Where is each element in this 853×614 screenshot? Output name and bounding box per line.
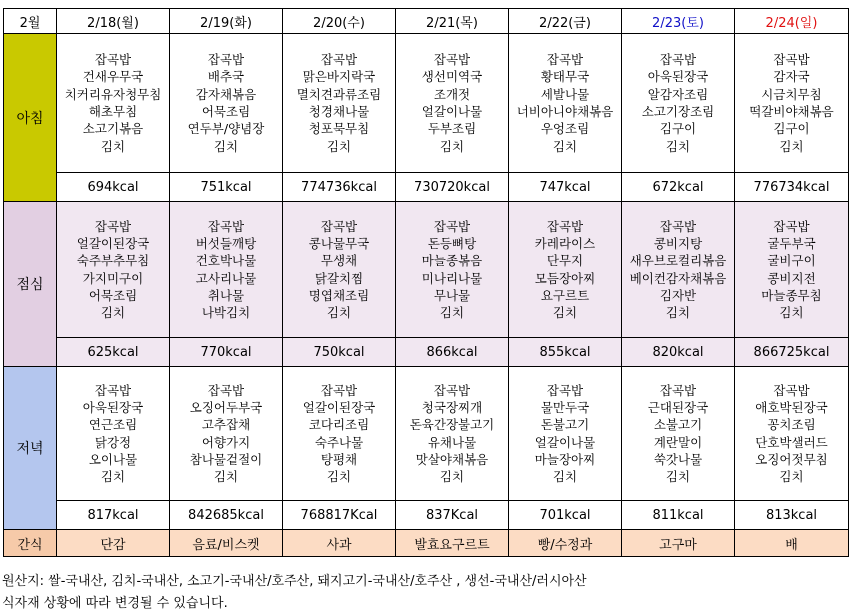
dish-item: 오징어두부국 (189, 399, 263, 415)
change-notice: 식자재 상황에 따라 변경될 수 있습니다. (2, 596, 228, 611)
kcal-cell: 730720kcal (396, 173, 509, 202)
dish-item: 잡곡밥 (94, 382, 132, 398)
dish-item: 잡곡밥 (433, 382, 471, 398)
dish-item: 잡곡밥 (659, 52, 697, 68)
dish-item: 김치 (100, 469, 126, 485)
dish-item: 쑥갓나물 (653, 451, 703, 467)
dish-item: 취나물 (207, 287, 245, 303)
dish-item: 무생채 (320, 253, 358, 269)
dish-item: 잡곡밥 (659, 382, 697, 398)
dish-cell (396, 202, 509, 338)
breakfast-kcal-row (4, 173, 849, 202)
dish-item: 굴비구이 (767, 253, 816, 269)
kcal-cell: 701kcal (509, 501, 622, 530)
dish-item: 가지미구이 (82, 270, 144, 286)
kcal-cell: 751kcal (170, 173, 283, 202)
dish-item: 고사리나물 (195, 270, 257, 286)
dish-item: 소불고기 (653, 417, 703, 433)
kcal-cell: 776734kcal (735, 173, 849, 202)
dish-item: 감자국 (773, 69, 810, 85)
dish-item: 김치 (779, 305, 804, 321)
dish-item: 청경채나물 (308, 104, 370, 119)
dish-item: 카레라이스 (534, 235, 596, 251)
dish-item: 얼갈이나물 (534, 434, 596, 450)
lunch-kcal-row (4, 338, 849, 367)
snack-cell: 배 (735, 530, 849, 557)
dish-item: 잡곡밥 (659, 218, 697, 234)
dish-cell (170, 367, 283, 501)
kcal-cell: 672kcal (622, 173, 735, 202)
dish-cell (509, 202, 622, 338)
dish-item: 잡곡밥 (94, 52, 132, 68)
dish-cell (57, 34, 170, 173)
dish-item: 김치 (213, 138, 239, 154)
dish-item: 떡갈비야채볶음 (749, 104, 834, 119)
dish-item: 맑은바지락국 (302, 69, 376, 85)
dish-item: 건호박나물 (195, 253, 257, 269)
dish-item: 마늘장아찌 (534, 451, 596, 467)
dish-item: 단호박샐러드 (755, 434, 828, 450)
snack-row (4, 530, 849, 557)
dish-item: 청포묵무침 (308, 121, 370, 137)
dish-item: 어묵조림 (88, 287, 138, 303)
kcal-cell: 866kcal (396, 338, 509, 367)
dish-item: 김치 (213, 469, 239, 485)
dish-item: 잡곡밥 (207, 218, 245, 234)
dish-item: 오징어젓무침 (755, 451, 828, 467)
dish-item: 생선미역국 (421, 69, 483, 85)
dish-item: 김치 (326, 305, 352, 321)
dish-item: 김치 (439, 138, 465, 154)
dish-item: 닭강정 (94, 434, 132, 450)
weekly-meal-table (3, 8, 849, 557)
dish-item: 김치 (552, 138, 578, 154)
dish-item: 김치 (552, 469, 578, 485)
dish-cell (396, 34, 509, 173)
dish-item: 해초무침 (88, 104, 138, 119)
dish-item: 굴두부국 (767, 235, 816, 251)
day-header: 2/22(금) (509, 9, 622, 34)
dish-item: 김치 (100, 138, 126, 154)
breakfast-dishes-row (4, 34, 849, 173)
dish-item: 김치 (779, 138, 804, 154)
dish-item: 김치 (665, 469, 691, 485)
dish-item: 잡곡밥 (773, 52, 810, 68)
dish-item: 잡곡밥 (320, 382, 358, 398)
snack-cell: 발효요구르트 (396, 530, 509, 557)
dish-item: 고추잡채 (201, 417, 251, 433)
dish-item: 유채나물 (427, 434, 477, 450)
dish-item: 두부조림 (427, 121, 477, 137)
dish-cell (509, 367, 622, 501)
dish-item: 콩비지탕 (653, 235, 703, 251)
dish-item: 잡곡밥 (546, 218, 584, 234)
dish-item: 잡곡밥 (773, 382, 810, 398)
dish-item: 어향가지 (201, 434, 251, 450)
dish-cell (509, 34, 622, 173)
dish-item: 김치 (439, 305, 465, 321)
kcal-cell: 813kcal (735, 501, 849, 530)
dish-item: 얼갈이나물 (421, 104, 483, 119)
snack-cell: 사과 (283, 530, 396, 557)
dish-item: 잡곡밥 (546, 52, 584, 68)
kcal-cell: 625kcal (57, 338, 170, 367)
dish-item: 새우브로컬리볶음 (629, 253, 727, 269)
dish-item: 너비아니야채볶음 (516, 104, 614, 119)
dish-item: 연두부/양념장 (187, 121, 265, 137)
dish-item: 잡곡밥 (773, 218, 810, 234)
dish-item: 김구이 (773, 121, 810, 137)
dish-item: 단무지 (546, 253, 584, 269)
snack-cell: 빵/수정과 (509, 530, 622, 557)
dish-item: 김치 (100, 305, 126, 321)
origin-note: 원산지: 쌀-국내산, 김치-국내산, 소고기-국내산/호주산, 돼지고기-국내산/호주산 , 생선-국내산/러시아산 (2, 574, 587, 589)
meal-label-dinner: 저녁 (4, 367, 57, 530)
kcal-cell: 750kcal (283, 338, 396, 367)
dish-item: 김치 (326, 138, 352, 154)
dish-item: 김치 (665, 138, 691, 154)
snack-cell: 고구마 (622, 530, 735, 557)
dish-item: 버섯들깨탕 (195, 235, 257, 251)
dish-item: 나박김치 (201, 305, 251, 321)
day-header-saturday: 2/23(토) (622, 9, 735, 34)
dish-item: 소고기장조림 (641, 104, 715, 119)
day-header: 2/19(화) (170, 9, 283, 34)
dish-item: 탕평채 (320, 451, 358, 467)
dish-item: 애호박된장국 (755, 399, 828, 415)
dish-cell (622, 34, 735, 173)
footer-notes (2, 570, 587, 614)
dish-item: 조개젓 (433, 86, 471, 102)
dish-item: 미나리나물 (421, 270, 483, 286)
dish-item: 잡곡밥 (320, 218, 358, 234)
dish-cell (622, 202, 735, 338)
day-header: 2/18(월) (57, 9, 170, 34)
meal-label-breakfast: 아침 (4, 34, 57, 202)
dish-item: 참나물겉절이 (189, 451, 263, 467)
dish-item: 마늘종볶음 (421, 253, 483, 269)
dish-item: 우엉조림 (540, 121, 590, 137)
kcal-cell: 866725kcal (735, 338, 849, 367)
dish-item: 청국장찌개 (421, 399, 483, 415)
dish-item: 닭갈치찜 (314, 270, 364, 286)
dish-cell (735, 367, 849, 501)
dish-item: 숙주나물 (314, 434, 364, 450)
meal-label-lunch: 점심 (4, 202, 57, 367)
header-row (4, 9, 849, 34)
dish-item: 베이컨감자채볶음 (629, 270, 727, 286)
meal-label-snack: 간식 (4, 530, 57, 557)
dinner-dishes-row (4, 367, 849, 501)
day-header-sunday: 2/24(일) (735, 9, 849, 34)
dish-item: 계란말이 (653, 434, 703, 450)
dish-item: 물만두국 (540, 399, 590, 415)
dish-item: 치커리유자청무침 (64, 86, 162, 102)
dish-item: 잡곡밥 (546, 382, 584, 398)
dish-cell (735, 34, 849, 173)
dish-item: 아욱된장국 (82, 399, 144, 415)
day-header: 2/20(수) (283, 9, 396, 34)
dish-item: 요구르트 (540, 287, 590, 303)
dish-cell (57, 202, 170, 338)
kcal-cell: 768817Kcal (283, 501, 396, 530)
dish-cell (283, 367, 396, 501)
kcal-cell: 837Kcal (396, 501, 509, 530)
kcal-cell: 855kcal (509, 338, 622, 367)
dish-item: 숙주부추무침 (76, 253, 150, 269)
dinner-kcal-row (4, 501, 849, 530)
dish-cell (622, 367, 735, 501)
kcal-cell: 694kcal (57, 173, 170, 202)
dish-item: 코다리조림 (308, 417, 370, 433)
kcal-cell: 774736kcal (283, 173, 396, 202)
dish-cell (283, 202, 396, 338)
dish-item: 모듬장아찌 (534, 270, 596, 286)
snack-cell: 음료/비스켓 (170, 530, 283, 557)
dish-item: 소고기볶음 (82, 121, 144, 137)
kcal-cell: 817kcal (57, 501, 170, 530)
dish-item: 김자반 (659, 287, 697, 303)
dish-item: 김치 (552, 305, 578, 321)
dish-item: 알감자조림 (647, 86, 709, 102)
dish-item: 잡곡밥 (433, 52, 471, 68)
dish-cell (283, 34, 396, 173)
kcal-cell: 770kcal (170, 338, 283, 367)
dish-item: 무나물 (433, 287, 471, 303)
dish-item: 감자채볶음 (195, 86, 257, 102)
dish-item: 콩나물무국 (308, 235, 370, 251)
kcal-cell: 747kcal (509, 173, 622, 202)
month-label: 2월 (4, 9, 57, 34)
kcal-cell: 842685kcal (170, 501, 283, 530)
dish-item: 세발나물 (540, 86, 590, 102)
dish-item: 연근조림 (88, 417, 138, 433)
dish-item: 근대된장국 (647, 399, 709, 415)
kcal-cell: 811kcal (622, 501, 735, 530)
dish-cell (170, 202, 283, 338)
dish-cell (396, 367, 509, 501)
dish-item: 잡곡밥 (94, 218, 132, 234)
dish-item: 맛살야채볶음 (415, 451, 489, 467)
dish-item: 아욱된장국 (647, 69, 709, 85)
dish-item: 오이나물 (88, 451, 138, 467)
dish-item: 김치 (326, 469, 352, 485)
dish-item: 콩비지전 (767, 270, 816, 286)
dish-item: 김치 (779, 469, 804, 485)
dish-item: 멸치견과류조림 (296, 86, 382, 102)
dish-item: 황태무국 (540, 69, 590, 85)
dish-item: 꽁치조림 (767, 417, 816, 433)
dish-cell (57, 367, 170, 501)
dish-cell (170, 34, 283, 173)
dish-item: 잡곡밥 (433, 218, 471, 234)
snack-cell: 단감 (57, 530, 170, 557)
dish-item: 시금치무침 (761, 86, 822, 102)
dish-item: 어묵조림 (201, 104, 251, 119)
dish-item: 김구이 (659, 121, 697, 137)
dish-item: 김치 (439, 469, 465, 485)
dish-item: 돈등뼈탕 (427, 235, 477, 251)
dish-item: 얼갈이된장국 (302, 399, 376, 415)
dish-item: 돈불고기 (540, 417, 590, 433)
lunch-dishes-row (4, 202, 849, 338)
dish-item: 김치 (665, 305, 691, 321)
dish-item: 마늘종무침 (761, 287, 822, 303)
day-header: 2/21(목) (396, 9, 509, 34)
dish-item: 잡곡밥 (207, 382, 245, 398)
dish-item: 잡곡밥 (207, 52, 245, 68)
dish-item: 배추국 (207, 69, 245, 85)
dish-cell (735, 202, 849, 338)
dish-item: 건새우무국 (82, 69, 144, 85)
dish-item: 명엽채조림 (308, 287, 370, 303)
kcal-cell: 820kcal (622, 338, 735, 367)
dish-item: 잡곡밥 (320, 52, 358, 68)
dish-item: 돈육간장불고기 (409, 417, 495, 433)
dish-item: 얼갈이된장국 (76, 235, 150, 251)
